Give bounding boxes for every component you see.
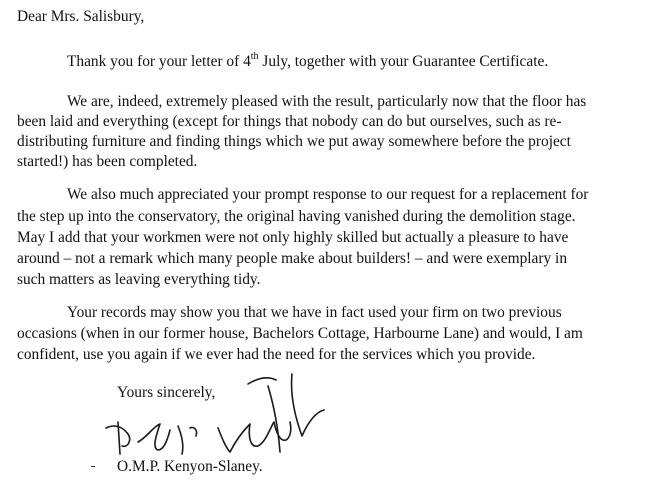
paragraph-2-line: been laid and everything (except for things that nobody can do but ourselves, such as re-: [17, 113, 562, 130]
paragraph-4-line: Your records may show you that we have in fact used your firm on two previous: [67, 304, 562, 321]
paragraph-3-line: the step up into the conservatory, the original having vanished during the demolition stage.: [17, 208, 576, 225]
paragraph-4-line: confident, use you again if we ever had the need for the services which you provide.: [17, 346, 536, 363]
paragraph-2-line: distributing furniture and finding things which we put away somewhere before the project: [17, 133, 571, 150]
paragraph-3-line: around – not a remark which many people make about builders! – and were exemplary in: [17, 250, 568, 267]
paragraph-3-line: We also much appreciated your prompt response to our request for a replacement for: [67, 186, 589, 203]
paragraph-1-text-b: July, together with your Guarantee Certificate.: [258, 53, 549, 70]
salutation: Dear Mrs. Salisbury,: [17, 8, 145, 25]
paragraph-1-text-a: Thank you for your letter of 4: [67, 53, 251, 70]
paragraph-2-line: started!) has been completed.: [17, 153, 198, 170]
paragraph-1: [17, 52, 650, 72]
margin-mark: [91, 466, 95, 467]
paragraph-4-line: occasions (when in our former house, Bachelors Cottage, Harbourne Lane) and would, I am: [17, 325, 583, 342]
ordinal-suffix: th: [250, 50, 259, 62]
signatory-name: O.M.P. Kenyon-Slaney.: [117, 458, 263, 475]
paragraph-2-line: We are, indeed, extremely pleased with the result, particularly now that the floor has: [67, 93, 587, 110]
paragraph-3-line: May I add that your workmen were not only highly skilled but actually a pleasure to have: [17, 229, 569, 246]
paragraph-3-line: such matters as leaving everything tidy.: [17, 271, 261, 288]
closing: Yours sincerely,: [117, 384, 216, 401]
